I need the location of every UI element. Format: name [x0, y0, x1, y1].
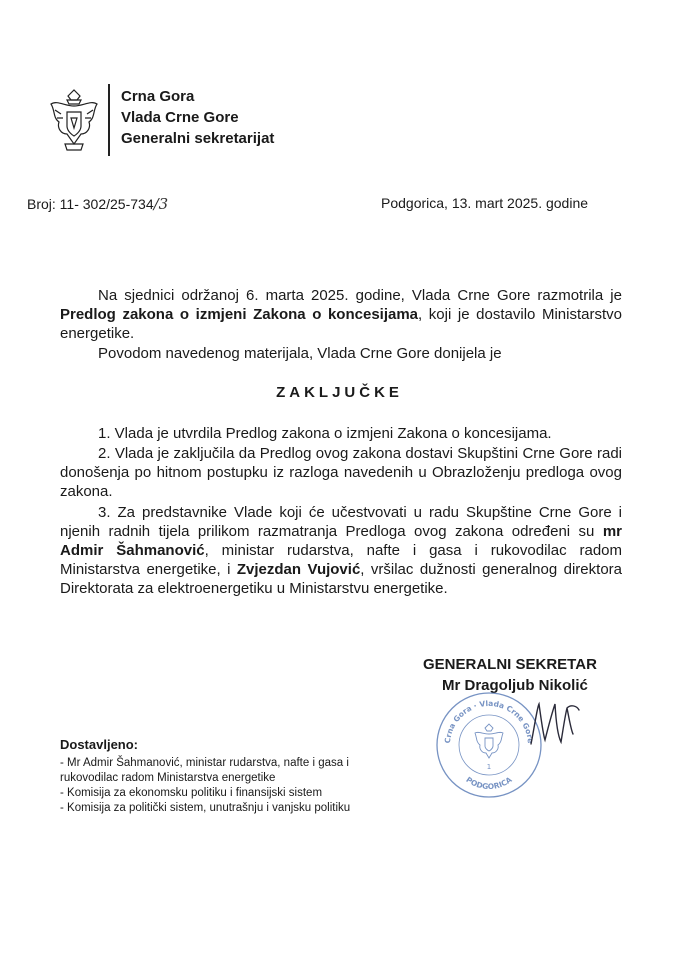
reference-handwritten-suffix: /3 [153, 195, 169, 213]
header-block [121, 86, 274, 149]
document-date: Podgorica, 13. mart 2025. godine [381, 195, 589, 211]
conclusion-3: 3. Za predstavnike Vlade koji će učestvovati u radu Skupštine Crne Gore i njenih radnih tijela prilikom razmatranja Predloga ovog zakona određeni su mr Admir Šahmanović, ministar rudarstva, nafte i gasa i rukovodilac radom Ministarstva energetike, i Zvjezdan Vujović, vršilac dužnosti generalnog direktora Direktorata za elektroenergetiku u Ministarstvu energetike. [60, 504, 622, 597]
list-item: - Komisija za politički sistem, unutrašnju i vanjsku politiku [60, 802, 351, 814]
representative-1: mr Admir Šahmanović [60, 523, 622, 559]
country-name: Crna Gora [121, 88, 195, 105]
stamp-bottom-text: PODGORICA [464, 775, 514, 792]
stamp-top-text: Crna Gora · Vlada Crne Gore [442, 698, 536, 744]
list-item: - Komisija za ekonomsku politiku i finansijski sistem [60, 787, 323, 799]
stamp-number: 1 [486, 763, 492, 771]
stamp-emblem-icon [475, 724, 503, 758]
list-item: - Mr Admir Šahmanović, ministar rudarstva, nafte i gasa i rukovodilac radom Ministarstva energetike [60, 757, 349, 784]
reference-number [27, 195, 168, 213]
reference-label: Broj: 11- 302/25-734 [27, 196, 154, 212]
intro-paragraph: Na sjednici održanoj 6. marta 2025. godine, Vlada Crne Gore razmotrila je Predlog zakona o izmjeni Zakona o koncesijama, koji je dostavilo Ministarstvo energetike. [60, 287, 622, 342]
distribution-label: Dostavljeno: [60, 737, 139, 752]
signatory-title: GENERALNI SEKRETAR [423, 656, 597, 673]
conclusion-1: 1. Vlada je utvrdila Predlog zakona o izmjeni Zakona o koncesijama. [98, 425, 552, 442]
intro-paragraph-2: Povodom navedenog materijala, Vlada Crne Gore donijela je [98, 345, 502, 362]
header-divider [108, 84, 110, 156]
bill-title: Predlog zakona o izmjeni Zakona o koncesijama [60, 306, 419, 323]
conclusions-title: ZAKLJUČKE [276, 384, 403, 401]
government-name: Vlada Crne Gore [121, 109, 239, 126]
conclusion-2: 2. Vlada je zaključila da Predlog ovog zakona dostavi Skupštini Crne Gore radi donošenja po hitnom postupku iz razloga navedenih u Obrazloženju predloga ovog zakona. [60, 445, 622, 500]
coat-of-arms-icon [47, 88, 101, 154]
office-name: Generalni sekretarijat [121, 130, 275, 147]
distribution-list [60, 756, 400, 816]
representative-2: Zvjezdan Vujović [236, 561, 361, 578]
signatory-name: Mr Dragoljub Nikolić [442, 677, 588, 694]
handwritten-signature [525, 694, 585, 754]
